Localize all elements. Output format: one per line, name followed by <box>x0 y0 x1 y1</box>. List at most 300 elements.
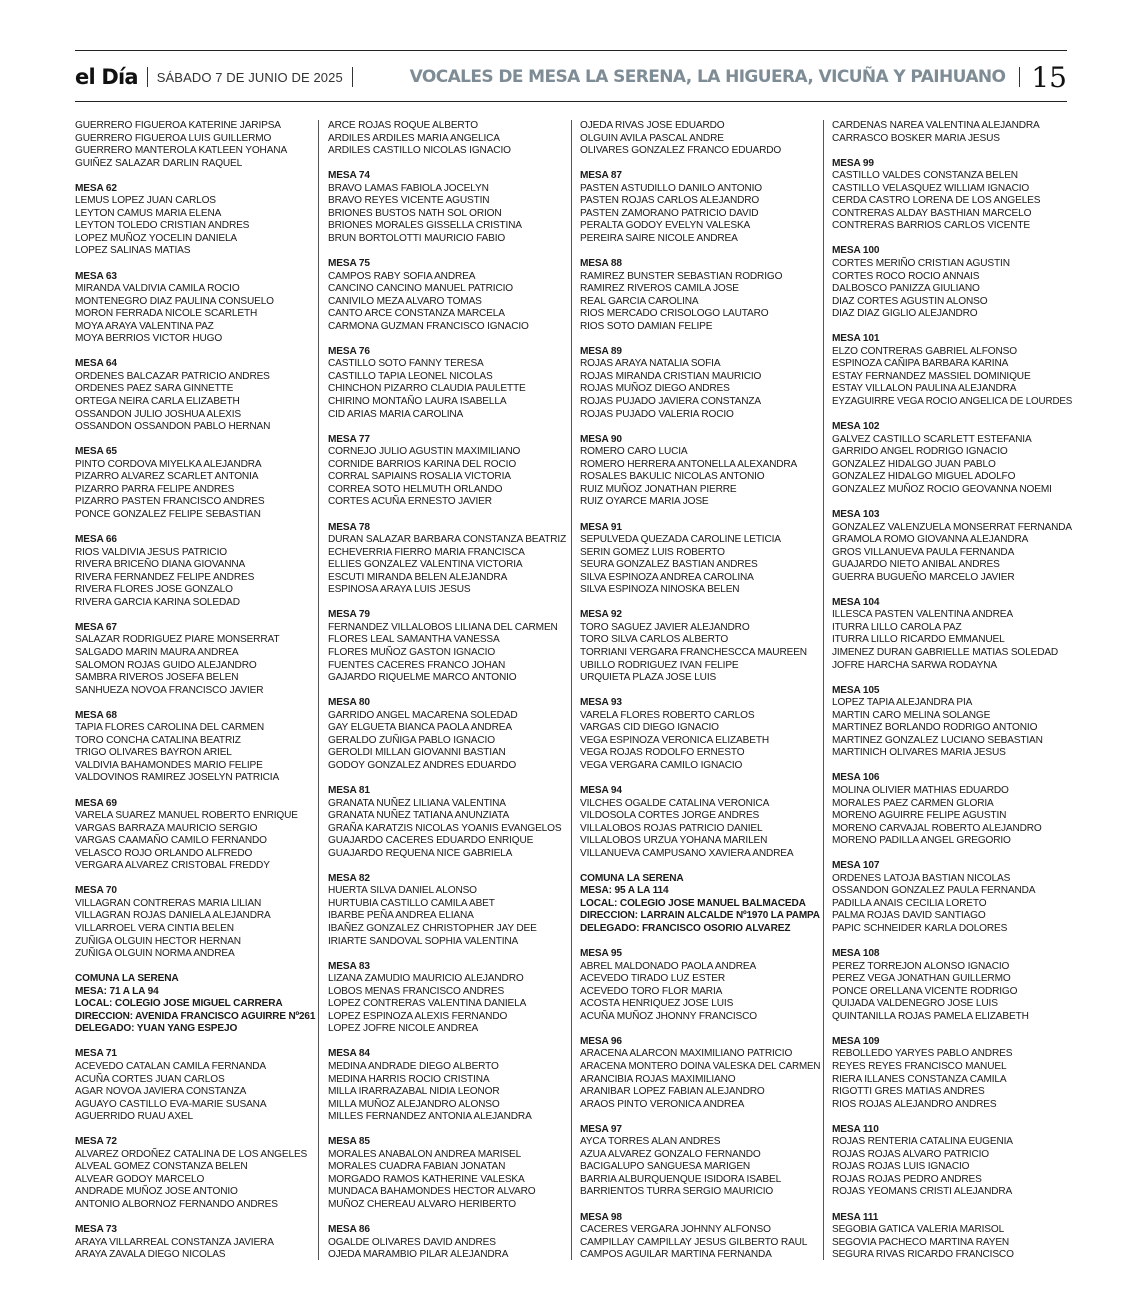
vocal-name: REBOLLEDO YARYES PABLO ANDRES <box>832 1048 1013 1060</box>
mesa-title: MESA 87 <box>580 170 622 182</box>
mesa-block <box>328 873 570 948</box>
vocal-name: PONCE GONZALEZ FELIPE SEBASTIAN <box>75 508 261 520</box>
vocal-name: GONZALEZ VALENZUELA MONSERRAT FERNANDA <box>832 521 1072 533</box>
vocal-name: CORNEJO JULIO AGUSTIN MAXIMILIANO <box>328 446 521 458</box>
vocal-name: RIVERA GARCIA KARINA SOLEDAD <box>75 596 240 608</box>
vocal-name: CASTILLO VELASQUEZ WILLIAM IGNACIO <box>832 182 1030 194</box>
mesa-title: MESA 84 <box>328 1048 370 1060</box>
vocal-name: ARDILES ARDILES MARIA ANGELICA <box>328 132 500 144</box>
vocal-name: VEGA VERGARA CAMILO IGNACIO <box>580 759 743 771</box>
block-gap <box>75 609 317 622</box>
vocal-name: RIVERA FLORES JOSE GONZALO <box>75 584 233 596</box>
vocal-name: GUERRA BUGUEÑO MARCELO JAVIER <box>832 571 1015 583</box>
block-gap <box>328 1036 570 1049</box>
vocal-name: MILLES FERNANDEZ ANTONIA ALEJANDRA <box>328 1111 532 1123</box>
mesa-title: MESA 110 <box>832 1123 879 1135</box>
vocal-name: PALMA ROJAS DAVID SANTIAGO <box>832 910 986 922</box>
vocal-name: RIERA ILLANES CONSTANZA CAMILA <box>832 1073 1007 1085</box>
vocal-name: CASTILLO VALDES CONSTANZA BELEN <box>832 170 1018 182</box>
mesa-title: MESA 88 <box>580 258 622 270</box>
vocal-name: OLGUIN AVILA PASCAL ANDRE <box>580 132 724 144</box>
vocal-name: VARELA SUAREZ MANUEL ROBERTO ENRIQUE <box>75 810 298 822</box>
vocal-name: IBAÑEZ GONZALEZ CHRISTOPHER JAY DEE <box>328 923 537 934</box>
newspaper-logo: el Día <box>75 65 138 89</box>
mesa-block <box>580 258 822 333</box>
block-gap <box>580 1111 822 1124</box>
vocal-name: VELASCO ROJO ORLANDO ALFREDO <box>75 847 253 859</box>
mesa-block <box>328 961 570 1036</box>
vocal-name: ARACENA MONTERO DOINA VALESKA DEL CARMEN <box>580 1061 821 1073</box>
vocal-name: CORTES ACUÑA ERNESTO JAVIER <box>328 496 492 508</box>
vocal-name: OJEDA MARAMBIO PILAR ALEJANDRA <box>328 1249 509 1261</box>
vocal-name: ROJAS MUÑOZ DIEGO ANDRES <box>580 383 730 395</box>
mesa-title: MESA 94 <box>580 784 622 796</box>
vocal-name: TAPIA FLORES CAROLINA DEL CARMEN <box>75 722 264 734</box>
mesa-title: MESA 65 <box>75 446 117 458</box>
vocal-name: GROS VILLANUEVA PAULA FERNANDA <box>832 546 1015 558</box>
vocal-name: GARRIDO ANGEL RODRIGO IGNACIO <box>832 446 1008 458</box>
vocal-name: GONZALEZ HIDALGO JUAN PABLO <box>832 458 996 470</box>
vocal-name: OSSANDON GONZALEZ PAULA FERNANDA <box>832 885 1036 897</box>
mesa-title: MESA 78 <box>328 521 370 533</box>
vocal-name: DIAZ DIAZ GIGLIO ALEJANDRO <box>832 308 978 320</box>
vocal-name: GRAMOLA ROMO GIOVANNA ALEJANDRA <box>832 534 1029 546</box>
vocal-name: SAMBRA RIVEROS JOSEFA BELEN <box>75 672 239 684</box>
mesa-block <box>75 798 317 873</box>
mesa-block <box>75 1136 317 1211</box>
block-gap <box>328 1124 570 1137</box>
text-column <box>328 120 570 1262</box>
mesa-block <box>328 522 570 597</box>
vocal-name: MORALES CUADRA FABIAN JONATAN <box>328 1161 506 1173</box>
block-gap <box>75 170 317 183</box>
mesa-block <box>832 158 1074 233</box>
vocal-name: VILLALOBOS ROJAS PATRICIO DANIEL <box>580 822 763 834</box>
vocal-name: GONZALEZ MUÑOZ ROCIO GEOVANNA NOEMI <box>832 483 1052 495</box>
vocal-name: PASTEN ROJAS CARLOS ALEJANDRO <box>580 195 760 207</box>
vocal-name: ROJAS YEOMANS CRISTI ALEJANDRA <box>832 1186 1013 1198</box>
vocal-name: TORO SAGUEZ JAVIER ALEJANDRO <box>580 621 750 633</box>
mesa-title: MESA 62 <box>75 182 117 194</box>
mesa-title: MESA 106 <box>832 772 880 784</box>
vocal-name: VARGAS CID DIEGO IGNACIO <box>580 722 719 734</box>
vocal-name: ESCUTI MIRANDA BELEN ALEJANDRA <box>328 571 508 583</box>
vocal-name: CONTRERAS ALDAY BASTHIAN MARCELO <box>832 207 1032 219</box>
issue-date: SÁBADO 7 DE JUNIO DE 2025 <box>156 69 343 85</box>
block-gap <box>832 760 1074 773</box>
vocal-name: ZUÑIGA OLGUIN NORMA ANDREA <box>75 948 235 960</box>
vocal-name: GUERRERO FIGUEROA LUIS GUILLERMO <box>75 132 272 144</box>
vocal-name: CID ARIAS MARIA CAROLINA <box>328 408 464 420</box>
vocal-name: MARTINEZ GONZALEZ LUCIANO SEBASTIAN <box>832 734 1043 746</box>
mesa-block <box>75 446 317 521</box>
mesa-block <box>832 509 1074 584</box>
vocal-name: ARAOS PINTO VERONICA ANDREA <box>580 1098 745 1110</box>
mesa-title: MESA 109 <box>832 1035 880 1047</box>
mesa-block <box>832 245 1074 320</box>
vocal-name: LOPEZ MUÑOZ YOCELIN DANIELA <box>75 232 238 244</box>
block-gap <box>580 421 822 434</box>
vocal-name: CANTO ARCE CONSTANZA MARCELA <box>328 308 505 320</box>
mesa-title: MESA 83 <box>328 960 370 972</box>
block-gap <box>580 685 822 698</box>
mesa-title: MESA 97 <box>580 1123 622 1135</box>
vocal-name: CORREA SOTO HELMUTH ORLANDO <box>328 483 503 495</box>
vocal-name: ARAYA VILLARREAL CONSTANZA JAVIERA <box>75 1236 274 1248</box>
mesa-title: MESA 76 <box>328 345 370 357</box>
text-column <box>75 120 317 1262</box>
vocal-name: ZUÑIGA OLGUIN HECTOR HERNAN <box>75 935 241 947</box>
vocal-name: SALAZAR RODRIGUEZ PIARE MONSERRAT <box>75 634 280 646</box>
location-info-line: COMUNA LA SERENA <box>75 973 179 985</box>
vocal-name: RIVERA BRICEÑO DIANA GIOVANNA <box>75 559 246 571</box>
polling-location-notice <box>75 973 317 1036</box>
vocal-name: GAJARDO RIQUELME MARCO ANTONIO <box>328 672 517 684</box>
vocal-name: MORALES PAEZ CARMEN GLORIA <box>832 797 994 809</box>
vocal-name: ROJAS ARAYA NATALIA SOFIA <box>580 358 721 370</box>
page-header <box>75 58 1067 96</box>
vocal-name: ESTAY VILLALON PAULINA ALEJANDRA <box>832 383 1017 395</box>
section-title: VOCALES DE MESA LA SERENA, LA HIGUERA, VICUÑA Y PAIHUANO <box>409 67 1006 87</box>
mesa-block <box>832 421 1074 496</box>
vocal-name: AZUA ALVAREZ GONZALO FERNANDO <box>580 1148 761 1160</box>
vocal-name: TORRIANI VERGARA FRANCHESCCA MAUREEN <box>580 646 807 658</box>
vocal-name: ARAYA ZAVALA DIEGO NICOLAS <box>75 1249 226 1261</box>
block-gap <box>832 1199 1074 1212</box>
vocal-name: RIOS SOTO DAMIAN FELIPE <box>580 320 713 332</box>
vocal-name: SEGURA RIVAS RICARDO FRANCISCO <box>832 1249 1014 1261</box>
vocal-name: GONZALEZ HIDALGO MIGUEL ADOLFO <box>832 471 1016 483</box>
vocal-name: GERALDO ZUÑIGA PABLO IGNACIO <box>328 734 495 746</box>
column-rule <box>571 120 572 1260</box>
mesa-block <box>75 534 317 609</box>
vocal-name: EYZAGUIRRE VEGA ROCIO ANGELICA DE LOURDES <box>832 396 1073 408</box>
vocal-name: ACEVEDO CATALAN CAMILA FERNANDA <box>75 1061 267 1073</box>
header-top-rule <box>75 50 1067 51</box>
vocal-name: GARRIDO ANGEL MACARENA SOLEDAD <box>328 709 518 721</box>
text-column <box>832 120 1074 1262</box>
vocal-name: LEYTON TOLEDO CRISTIAN ANDRES <box>75 220 250 232</box>
mesa-block <box>328 258 570 333</box>
vocal-name: FUENTES CACERES FRANCO JOHAN <box>328 659 506 671</box>
mesa-block <box>328 1224 570 1262</box>
vocal-name: BRUN BORTOLOTTI MAURICIO FABIO <box>328 232 506 244</box>
vocal-name: CANCINO CANCINO MANUEL PATRICIO <box>328 283 513 295</box>
vocal-name: CONTRERAS BARRIOS CARLOS VICENTE <box>832 220 1030 232</box>
vocal-name: BRAVO LAMAS FABIOLA JOCELYN <box>328 182 489 194</box>
vocal-name: SEGOBIA GATICA VALERIA MARISOL <box>832 1224 1005 1236</box>
vocal-name: PEREIRA SAIRE NICOLE ANDREA <box>580 232 738 244</box>
location-info-line: DIRECCION: AVENIDA FRANCISCO AGUIRRE Nº261 <box>75 1010 316 1022</box>
mesa-title: MESA 100 <box>832 245 880 257</box>
header-divider <box>1019 67 1020 87</box>
vocal-name: RAMIREZ BUNSTER SEBASTIAN RODRIGO <box>580 270 783 282</box>
vocal-name: MARTIN CARO MELINA SOLANGE <box>832 709 991 721</box>
vocal-name: CORRAL SAPIAINS ROSALIA VICTORIA <box>328 471 511 483</box>
block-gap <box>580 245 822 258</box>
block-gap <box>832 233 1074 246</box>
vocal-name: GODOY GONZALEZ ANDRES EDUARDO <box>328 759 517 771</box>
mesa-block <box>328 434 570 509</box>
vocal-name: ORDENES BALCAZAR PATRICIO ANDRES <box>75 370 270 382</box>
block-gap <box>832 672 1074 685</box>
vocal-name: ROMERO CARO LUCIA <box>580 446 688 458</box>
location-info-line: LOCAL: COLEGIO JOSE MIGUEL CARRERA <box>75 998 283 1010</box>
vocal-name: VARGAS BARRAZA MAURICIO SERGIO <box>75 822 258 834</box>
vocal-name: VERGARA ALVAREZ CRISTOBAL FREDDY <box>75 860 270 872</box>
mesa-title: MESA 102 <box>832 421 880 433</box>
block-gap <box>832 584 1074 597</box>
vocal-name: VILLAGRAN CONTRERAS MARIA LILIAN <box>75 897 262 909</box>
vocal-name: BRAVO REYES VICENTE AGUSTIN <box>328 195 490 207</box>
vocal-name: ARACENA ALARCON MAXIMILIANO PATRICIO <box>580 1048 793 1060</box>
vocal-name: RIOS ROJAS ALEJANDRO ANDRES <box>832 1098 997 1110</box>
mesa-title: MESA 91 <box>580 521 622 533</box>
vocal-name: ROJAS ROJAS ALVARO PATRICIO <box>832 1148 989 1160</box>
column-rule <box>318 120 319 1260</box>
block-gap <box>328 421 570 434</box>
vocal-name: ROJAS ROJAS PEDRO ANDRES <box>832 1173 982 1185</box>
vocal-name: GUAJARDO CACERES EDUARDO ENRIQUE <box>328 835 534 847</box>
vocal-name: ESPINOZA CAÑIPA BARBARA KARINA <box>832 358 1009 370</box>
vocal-name: LOPEZ SALINAS MATIAS <box>75 245 191 257</box>
vocal-name: IBARBE PEÑA ANDREA ELIANA <box>328 910 474 922</box>
vocal-name: OSSANDON OSSANDON PABLO HERNAN <box>75 421 271 433</box>
mesa-title: MESA 89 <box>580 345 622 357</box>
vocal-name: CASTILLO SOTO FANNY TERESA <box>328 358 484 370</box>
header-bottom-rule <box>75 101 1067 102</box>
vocal-name: LOPEZ TAPIA ALEJANDRA PIA <box>832 697 973 709</box>
vocal-name: ARANCIBIA ROJAS MAXIMILIANO <box>580 1073 736 1085</box>
vocal-name: VEGA ESPINOZA VERONICA ELIZABETH <box>580 734 770 746</box>
vocal-name: REAL GARCIA CAROLINA <box>580 295 699 307</box>
vocal-name: MILLA MUÑOZ ALEJANDRO ALONSO <box>328 1098 500 1110</box>
mesa-title: MESA 93 <box>580 697 622 709</box>
vocal-name: MEDINA HARRIS ROCIO CRISTINA <box>328 1073 490 1085</box>
vocal-name: ALVEAL GOMEZ CONSTANZA BELEN <box>75 1161 248 1173</box>
vocal-name: PEREZ TORREJON ALONSO IGNACIO <box>832 960 1010 972</box>
mesa-title: MESA 108 <box>832 948 880 960</box>
mesa-title: MESA 86 <box>328 1224 370 1236</box>
vocal-name: QUINTANILLA ROJAS PAMELA ELIZABETH <box>832 1010 1029 1022</box>
vocal-name: PADILLA ANAIS CECILIA LORETO <box>832 897 987 909</box>
block-gap <box>75 346 317 359</box>
mesa-title: MESA 63 <box>75 270 117 282</box>
vocal-name: LEMUS LOPEZ JUAN CARLOS <box>75 195 216 207</box>
vocal-name: GUERRERO MANTEROLA KATLEEN YOHANA <box>75 145 288 157</box>
mesa-block <box>328 785 570 860</box>
vocal-name: PONCE ORELLANA VICENTE RODRIGO <box>832 985 1018 997</box>
vocal-name: AYCA TORRES ALAN ANDRES <box>580 1136 721 1148</box>
vocal-name: VARELA FLORES ROBERTO CARLOS <box>580 709 755 721</box>
vocal-name: BARRIA ALBURQUENQUE ISIDORA ISABEL <box>580 1173 782 1185</box>
block-gap <box>832 409 1074 422</box>
vocal-name: DALBOSCO PANIZZA GIULIANO <box>832 283 980 295</box>
vocal-name: VARGAS CAAMAÑO CAMILO FERNANDO <box>75 835 267 847</box>
mesa-title: MESA 75 <box>328 258 370 270</box>
mesa-title: MESA 71 <box>75 1048 117 1060</box>
text-column <box>580 120 822 1262</box>
vocal-name: VEGA ROJAS RODOLFO ERNESTO <box>580 747 745 759</box>
block-gap <box>75 697 317 710</box>
vocal-name: FLORES MUÑOZ GASTON IGNACIO <box>328 646 496 658</box>
mesa-title: MESA 101 <box>832 333 880 345</box>
mesa-block <box>580 609 822 684</box>
vocal-name: MORGADO RAMOS KATHERINE VALESKA <box>328 1173 525 1185</box>
mesa-title: MESA 79 <box>328 609 370 621</box>
vocal-name: PINTO CORDOVA MIYELKA ALEJANDRA <box>75 458 262 470</box>
vocal-name: ANDRADE MUÑOZ JOSE ANTONIO <box>75 1186 238 1198</box>
vocal-name: PIZARRO PARRA FELIPE ANDRES <box>75 483 235 495</box>
vocal-name: RUIZ MUÑOZ JONATHAN PIERRE <box>580 483 737 495</box>
mesa-block <box>328 170 570 245</box>
mesa-block <box>580 785 822 860</box>
vocal-name: CASTILLO TAPIA LEONEL NICOLAS <box>328 370 493 382</box>
vocal-name: CAMPILLAY CAMPILLAY JESUS GILBERTO RAUL <box>580 1236 808 1248</box>
mesa-block <box>328 609 570 684</box>
mesa-title: MESA 66 <box>75 534 117 546</box>
block-gap <box>75 258 317 271</box>
mesa-title: MESA 103 <box>832 508 880 520</box>
block-gap <box>328 158 570 171</box>
vocal-name: CARMONA GUZMAN FRANCISCO IGNACIO <box>328 320 529 332</box>
mesa-block <box>328 120 570 158</box>
block-gap <box>75 434 317 447</box>
vocal-name: MILLA IRARRAZABAL NIDIA LEONOR <box>328 1086 500 1098</box>
vocal-name: ORTEGA NEIRA CARLA ELIZABETH <box>75 396 240 408</box>
vocal-name: JOFRE HARCHA SARWA RODAYNA <box>832 659 997 671</box>
vocal-name: ACEVEDO TIRADO LUZ ESTER <box>580 973 726 985</box>
mesa-block <box>832 597 1074 672</box>
vocal-name: ESPINOSA ARAYA LUIS JESUS <box>328 584 471 596</box>
vocal-name: RIGOTTI GRES MATIAS ANDRES <box>832 1086 985 1098</box>
location-info-line: DELEGADO: YUAN YANG ESPEJO <box>75 1023 238 1035</box>
vocal-name: MORENO CARVAJAL ROBERTO ALEJANDRO <box>832 822 1042 834</box>
block-gap <box>328 333 570 346</box>
vocal-name: SALOMON ROJAS GUIDO ALEJANDRO <box>75 659 257 671</box>
vocal-name: CHINCHON PIZARRO CLAUDIA PAULETTE <box>328 383 526 395</box>
vocal-name: PAPIC SCHNEIDER KARLA DOLORES <box>832 923 1008 934</box>
vocal-name: ACUÑA CORTES JUAN CARLOS <box>75 1073 225 1085</box>
vocal-name: ROSALES BAKULIC NICOLAS ANTONIO <box>580 471 765 483</box>
mesa-title: MESA 67 <box>75 621 117 633</box>
vocal-name: GALVEZ CASTILLO SCARLETT ESTEFANIA <box>832 433 1032 445</box>
vocal-name: RIVERA FERNANDEZ FELIPE ANDRES <box>75 571 255 583</box>
vocal-name: LOBOS MENAS FRANCISCO ANDRES <box>328 985 505 997</box>
vocal-name: RAMIREZ RIVEROS CAMILA JOSE <box>580 283 739 295</box>
vocal-name: ESTAY FERNANDEZ MASSIEL DOMINIQUE <box>832 370 1031 382</box>
vocal-name: AGAR NOVOA JAVIERA CONSTANZA <box>75 1086 247 1098</box>
vocal-name: GEROLDI MILLAN GIOVANNI BASTIAN <box>328 747 506 759</box>
vocal-name: RUIZ OYARCE MARIA JOSE <box>580 496 709 508</box>
block-gap <box>75 522 317 535</box>
vocal-name: MARTINEZ BORLANDO RODRIGO ANTONIO <box>832 722 1038 734</box>
vocal-name: VILLALOBOS URZUA YOHANA MARILEN <box>580 835 768 847</box>
vocal-name: MOYA ARAYA VALENTINA PAZ <box>75 320 214 332</box>
mesa-title: MESA 105 <box>832 684 880 696</box>
vocal-name: ROJAS PUJADO VALERIA ROCIO <box>580 408 734 420</box>
block-gap <box>580 333 822 346</box>
vocal-name: GRANATA NUÑEZ TATIANA ANUNZIATA <box>328 810 510 822</box>
vocal-name: SEPULVEDA QUEZADA CAROLINE LETICIA <box>580 534 781 546</box>
mesa-block <box>580 1036 822 1111</box>
mesa-block <box>75 622 317 697</box>
block-gap <box>832 848 1074 861</box>
vocal-name: PERALTA GODOY EVELYN VALESKA <box>580 220 751 232</box>
mesa-block <box>580 170 822 245</box>
block-gap <box>580 1023 822 1036</box>
vocal-name: HURTUBIA CASTILLO CAMILA ABET <box>328 897 495 909</box>
vocal-name: URQUIETA PLAZA JOSE LUIS <box>580 672 717 684</box>
header-divider <box>352 67 353 87</box>
block-gap <box>75 1124 317 1137</box>
block-gap <box>580 509 822 522</box>
vocal-name: RIOS VALDIVIA JESUS PATRICIO <box>75 546 227 558</box>
vocal-name: PASTEN ZAMORANO PATRICIO DAVID <box>580 207 759 219</box>
vocal-name: ARANIBAR LOPEZ FABIAN ALEJANDRO <box>580 1086 765 1098</box>
vocal-name: ROJAS MIRANDA CRISTIAN MAURICIO <box>580 370 762 382</box>
vocal-name: GUIÑEZ SALAZAR DARLIN RAQUEL <box>75 157 243 169</box>
block-gap <box>75 1036 317 1049</box>
mesa-block <box>832 333 1074 408</box>
mesa-block <box>75 271 317 346</box>
mesa-title: MESA 68 <box>75 709 117 721</box>
mesa-block <box>832 1124 1074 1199</box>
vocal-name: MOYA BERRIOS VICTOR HUGO <box>75 333 223 345</box>
mesa-block <box>832 1036 1074 1111</box>
vocal-name: VILLANUEVA CAMPUSANO XAVIERA ANDREA <box>580 847 794 859</box>
mesa-block <box>75 1224 317 1262</box>
vocal-name: VILDOSOLA CORTES JORGE ANDRES <box>580 810 760 822</box>
vocal-name: VILCHES OGALDE CATALINA VERONICA <box>580 797 770 809</box>
mesa-block <box>580 434 822 509</box>
vocal-name: ROJAS ROJAS LUIS IGNACIO <box>832 1161 970 1173</box>
vocal-name: ACEVEDO TORO FLOR MARIA <box>580 985 723 997</box>
block-gap <box>832 1111 1074 1124</box>
vocal-name: HUERTA SILVA DANIEL ALONSO <box>328 885 477 897</box>
mesa-title: MESA 90 <box>580 433 622 445</box>
vocal-name: GRANATA NUÑEZ LILIANA VALENTINA <box>328 797 506 809</box>
block-gap <box>580 936 822 949</box>
location-info-line: DIRECCION: LARRAIN ALCALDE Nº1970 LA PAMPA <box>580 910 820 922</box>
vocal-name: VILLAGRAN ROJAS DANIELA ALEJANDRA <box>75 910 271 922</box>
mesa-title: MESA 104 <box>832 596 880 608</box>
mesa-block <box>580 948 822 1023</box>
mesa-block <box>328 1136 570 1211</box>
vocal-name: IRIARTE SANDOVAL SOPHIA VALENTINA <box>328 935 519 947</box>
vocal-name: SILVA ESPINOZA NINOSKA BELEN <box>580 584 740 596</box>
vocal-name: OLIVARES GONZALEZ FRANCO EDUARDO <box>580 145 782 157</box>
block-gap <box>580 1199 822 1212</box>
vocal-name: LOPEZ CONTRERAS VALENTINA DANIELA <box>328 998 527 1010</box>
vocal-name: ROMERO HERRERA ANTONELLA ALEXANDRA <box>580 458 798 470</box>
mesa-title: MESA 98 <box>580 1211 622 1223</box>
vocal-name: BRIONES MORALES GISSELLA CRISTINA <box>328 220 522 232</box>
mesa-block <box>75 358 317 433</box>
vocal-name: MONTENEGRO DIAZ PAULINA CONSUELO <box>75 295 274 307</box>
mesa-block <box>832 685 1074 760</box>
vocal-name: CACERES VERGARA JOHNNY ALFONSO <box>580 1224 771 1236</box>
vocal-name: REYES REYES FRANCISCO MANUEL <box>832 1061 1007 1073</box>
vocal-name: MORENO AGUIRRE FELIPE AGUSTIN <box>832 810 1007 822</box>
mesa-block <box>580 346 822 421</box>
vocal-name: VALDOVINOS RAMIREZ JOSELYN PATRICIA <box>75 772 280 784</box>
block-gap <box>75 1212 317 1225</box>
mesa-block <box>580 120 822 158</box>
vocal-name: MUÑOZ CHEREAU ALVARO HERIBERTO <box>328 1199 516 1211</box>
vocal-name: CORTES ROCO ROCIO ANNAIS <box>832 270 980 282</box>
vocal-name: ILLESCA PASTEN VALENTINA ANDREA <box>832 609 1013 621</box>
